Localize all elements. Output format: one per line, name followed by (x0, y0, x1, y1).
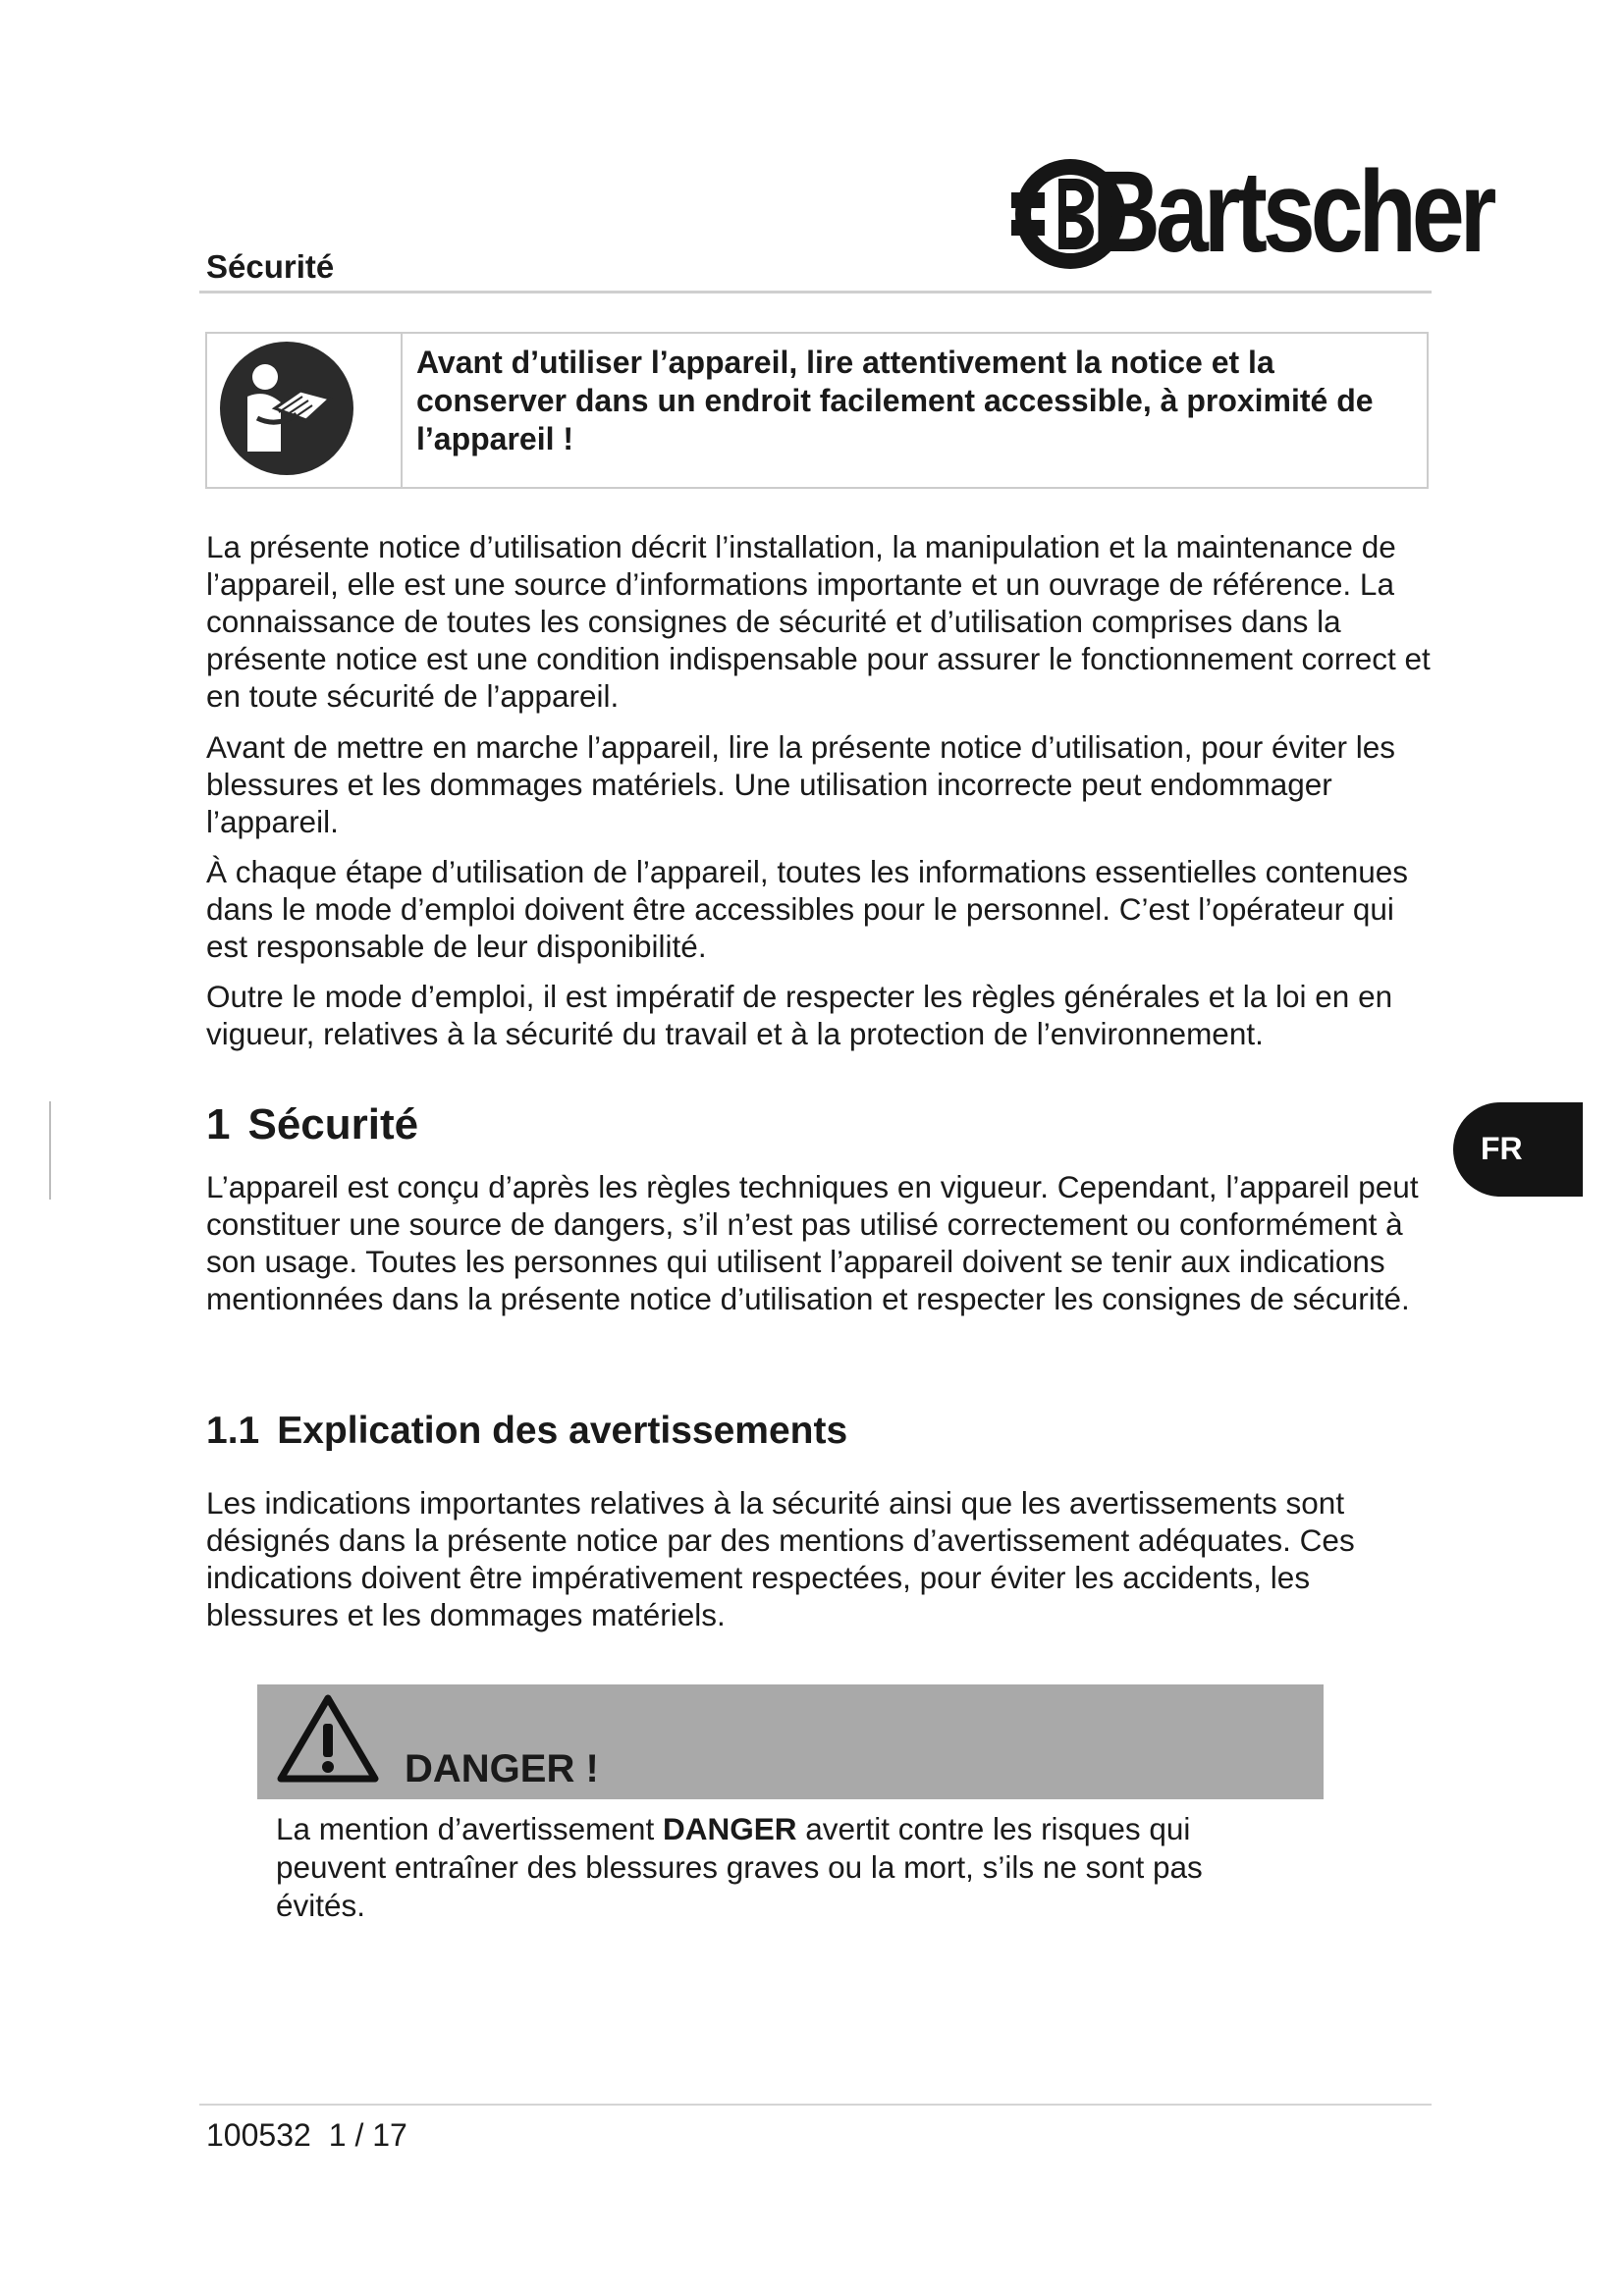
logo-text: Bartscher (1092, 147, 1492, 277)
read-manual-icon (218, 340, 355, 477)
footer (206, 2115, 407, 2155)
header-divider (199, 291, 1432, 294)
logo-wordmark (1092, 143, 1491, 281)
danger-title: DANGER ! (405, 1747, 599, 1790)
intro-paragraph-3: À chaque étape d’utilisation de l’appareil, toutes les informations essentielles contenues dans le mode d’emploi doivent être accessibles pour le personnel. C’est l’opérateur qui est responsable de leur disponibilité. (206, 854, 1409, 964)
danger-text-after: avertit contre les risques qui peuvent entraîner des blessures graves ou la mort, s’ils ne sont pas évités. (276, 1811, 1203, 1923)
section-1-1-number: 1.1 (206, 1410, 260, 1452)
danger-text (276, 1810, 1297, 1925)
page-left-mark (49, 1101, 51, 1200)
intro-paragraph-1: La présente notice d’utilisation décrit l’installation, la manipulation et la maintenance de l’appareil, elle est une source d’informations importante et un ouvrage de référence. La connaissance de toutes les consignes de sécurité et d’utilisation comprises dans la présente notice est une condition indispensable pour assurer le fonctionnement correct et en toute sécurité de l’appareil. (206, 529, 1431, 714)
section-1-number: 1 (206, 1100, 231, 1148)
section-1-1-heading (206, 1408, 847, 1455)
footer-doc-number: 100532 (206, 2117, 311, 2153)
intro-paragraph-4: Outre le mode d’emploi, il est impératif de respecter les règles générales et la loi en en vigueur, relatives à la sécurité du travail et à la protection de l’environnement. (206, 979, 1393, 1051)
danger-text-strong: DANGER (662, 1811, 797, 1846)
section-1-heading (206, 1099, 418, 1150)
intro-paragraph-2: Avant de mettre en marche l’appareil, lire la présente notice d’utilisation, pour éviter les blessures et les dommages matériels. Une utilisation incorrecte peut endommager l’appareil. (206, 729, 1396, 839)
section-header-title: Sécurité (206, 248, 335, 285)
section-1-1-paragraph: Les indications importantes relatives à la sécurité ainsi que les avertissements sont désignés dans la présente notice par des mentions d’avertissement adéquates. Ces indications doivent être impérativement respectées, pour éviter les accidents, les blessures et les dommages matériels. (206, 1485, 1355, 1632)
danger-text-before: La mention d’avertissement (276, 1811, 663, 1846)
warning-triangle-icon (275, 1690, 381, 1789)
footer-divider (199, 2104, 1432, 2106)
language-tab-label: FR (1481, 1131, 1523, 1166)
notice-text: Avant d’utiliser l’appareil, lire attentivement la notice et la conserver dans un endroit facilement accessible, à proximité de l’appareil ! (416, 345, 1374, 456)
notice-box-divider (401, 332, 403, 487)
footer-page-number: 1 / 17 (328, 2117, 407, 2153)
section-1-1-title: Explication des avertissements (277, 1410, 848, 1452)
section-1-title: Sécurité (247, 1100, 419, 1148)
section-1-paragraph: L’appareil est conçu d’après les règles techniques en vigueur. Cependant, l’appareil peut constituer une source de dangers, s’il n’est pas utilisé correctement ou conformément à son usage. Toutes les personnes qui utilisent l’appareil doivent se tenir aux indications mentionnées dans la présente notice d’utilisation et respecter les consignes de sécurité. (206, 1169, 1419, 1316)
